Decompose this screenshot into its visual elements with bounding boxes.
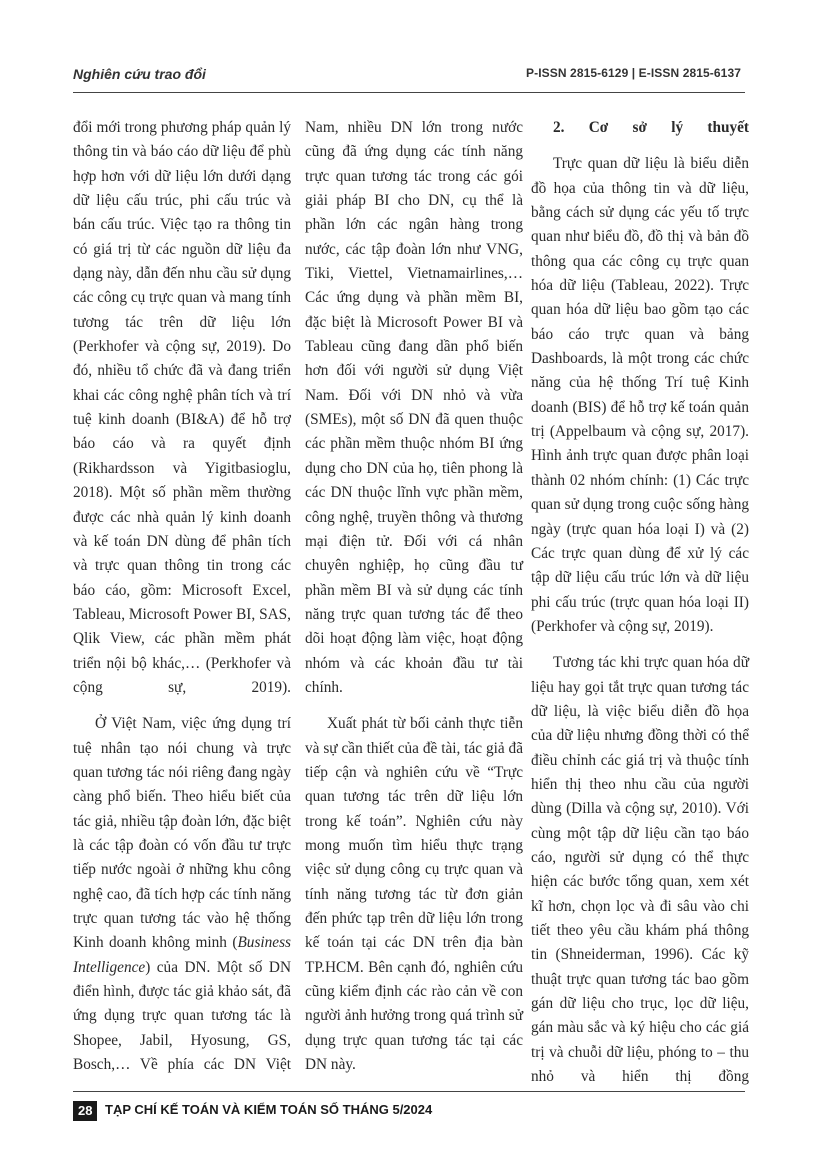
paragraph: đổi mới trong phương pháp quản lý thông tin và báo cáo dữ liệu để phù hợp hơn với dữ liệu lớn dưới dạng dữ liệu cấu trúc, phi cấu trúc và bán cấu trúc. Việc tạo ra thông tin có giá trị từ các nguồn dữ liệu đa dạng này, dẫn đến nhu cầu sử dụng các công cụ trực quan và mang tính tương tác trên dữ liệu lớn (Perkhofer và cộng sự, 2019). Do đó, nhiều tổ chức đã và đang triển khai các công nghệ phân tích và trí tuệ kinh doanh (BI&A) để hỗ trợ báo cáo và ra quyết định (Rikhardsson và Yigitbasioglu, 2018). Một số phần mềm thường được các nhà quản lý kinh doanh và kế toán DN dùng để phân tích và trực quan thông tin trong các báo cáo, gồm: Microsoft Excel, Tableau, Microsoft Power BI, SAS, Qlik View, các phần mềm phát triển nội bộ khác,… (Perkhofer và cộng sự, 2019).	[73, 119, 291, 696]
paragraph: Xuất phát từ bối cảnh thực tiễn và sự cần thiết của đề tài, tác giả đã tiếp cận và nghiên cứu về “Trực quan tương tác trên dữ liệu lớn trong kế toán”. Nghiên cứu này mong muốn tìm hiểu thực trạng việc sử dụng công cụ trực quan và tính năng tương tác từ đơn giản đến phức tạp trên dữ liệu lớn trong kế toán tại các DN trên địa bàn TP.HCM. Bên cạnh đó, nghiên cứu cũng kiểm định các rào cản về con người ảnh hưởng trong quá trình sử dụng trực quan tương tác tại các DN này.	[305, 715, 523, 1074]
header-divider	[73, 92, 745, 93]
paragraph-text: ) của DN. Một số DN điển hình, được tác giả khảo sát, đã ứng dụng trực quan tương tác là Shopee, Jabil, Hyosung, GS, Bosch,… Về phía các DN Việt	[73, 958, 291, 1074]
paragraph: Trực quan dữ liệu là biểu diễn đồ họa của thông tin và dữ liệu, bằng cách sử dụng các yếu tố trực quan như biểu đồ, đồ thị và bản đồ thông qua các công cụ trực quan hóa dữ liệu (Tableau, 2022). Trực quan hóa dữ liệu bao gồm tạo các báo cáo trực quan và bảng Dashboards, là một trong các chức năng của hệ thống Trí tuệ Kinh doanh (BIS) để hỗ trợ kế toán quản trị (Appelbaum và cộng sự, 2017). Hình ảnh trực quan được phân loại thành 02 nhóm chính: (1) Các trực quan sử dụng trong cuộc sống hàng ngày (trực quan hóa loại I) và (2) Các trực quan dùng để xử lý các tập dữ liệu cấu trúc lớn và dữ liệu phi cấu trúc (trực quan hóa loại II) (Perkhofer và cộng sự, 2019).	[531, 155, 749, 635]
text-column-1	[73, 116, 291, 1089]
section-label: Nghiên cứu trao đổi	[73, 66, 206, 82]
paragraph-text: Ở Việt Nam, việc ứng dụng trí tuệ nhân tạo nói chung và trực quan tương tác nói riêng đang ngày càng phổ biến. Theo hiểu biết của tác giả, nhiều tập đoàn lớn, đặc biệt là các tập đoàn có vốn đầu tư trực tiếp nước ngoài ở những khu công nghệ cao, đã tích hợp các tính năng trực quan tương tác vào hệ thống Kinh doanh không minh (	[73, 715, 291, 952]
paragraph-italic-term: Business Intelligence	[73, 934, 291, 976]
journal-title: TẠP CHÍ KẾ TOÁN VÀ KIỂM TOÁN SỐ THÁNG 5/2024	[105, 1102, 433, 1117]
text-column-2	[305, 116, 523, 1089]
footer-divider	[73, 1091, 745, 1092]
paragraph	[73, 712, 291, 1077]
paragraph: Tương tác khi trực quan hóa dữ liệu hay gọi tắt trực quan tương tác dữ liệu, là việc biểu diễn đồ họa của dữ liệu nhưng đồng thời có thể điều chỉnh các giá trị và thuộc tính hiển thị theo nhu cầu của người dùng (Dilla và cộng sự, 2010). Với cùng một tập dữ liệu cần tạo báo cáo, người sử dụng có thể thực hiện các bước tổng quan, xem xét kĩ hơn, chọn lọc và đi sâu vào chi tiết theo yêu cầu khám phá thông tin (Shneiderman, 1996). Các kỹ thuật trực quan tương tác bao gồm gán dữ liệu cho trục, lọc dữ liệu, gán màu sắc và ký hiệu cho các giá trị và chuỗi dữ liệu, phóng to – thu nhỏ và hiển thị đồng	[531, 654, 749, 1086]
section-heading: 2. Cơ sở lý thuyết	[553, 119, 749, 136]
issn-label: P-ISSN 2815-6129 | E-ISSN 2815-6137	[526, 66, 741, 80]
paragraph: Nam, nhiều DN lớn trong nước cũng đã ứng dụng các tính năng trực quan tương tác trong các gói giải pháp BI cho DN, cụ thể là phần lớn các ngân hàng trong nước, các tập đoàn lớn như VNG, Tiki, Viettel, Vietnamairlines,… Các ứng dụng và phần mềm BI, đặc biệt là Microsoft Power BI và Tableau cũng đang dần phổ biến hơn đối với người sử dụng Việt Nam. Đối với DN nhỏ và vừa (SMEs), một số DN đã quen thuộc các phần mềm thuộc nhóm BI ứng dụng cho DN của họ, tiên phong là các DN thuộc lĩnh vực phần mềm, công nghệ, truyền thông và thương mại điện tử. Đối với cá nhân chuyên nghiệp, họ cũng đầu tư phần mềm BI và sử dụng các tính năng trực quan tương tác để theo dõi hoạt động làm việc, hoạt động nhóm và các khoản đầu tư tài chính.	[305, 119, 523, 696]
page-number: 28	[73, 1101, 97, 1121]
text-column-3	[531, 116, 749, 1101]
